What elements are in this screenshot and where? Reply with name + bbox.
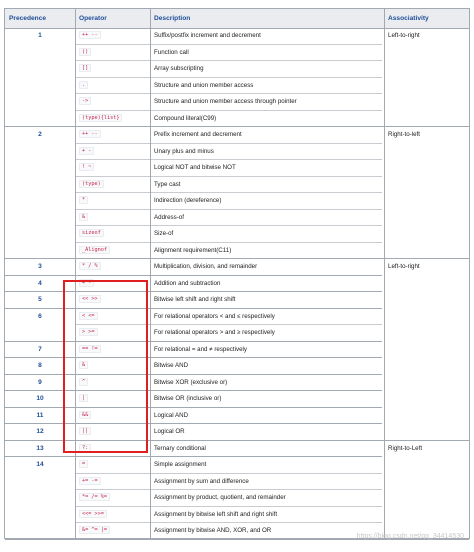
- column-divider: [75, 9, 76, 538]
- column-divider: [150, 9, 151, 538]
- description-cell: Alignment requirement(C11): [154, 246, 232, 254]
- associativity-cell: Left-to-right: [388, 32, 420, 39]
- description-cell: For relational operators > and ≥ respectively: [154, 329, 275, 336]
- description-cell: For relational operators < and ≤ respectively: [154, 312, 275, 320]
- description-cell: Size-of: [154, 230, 174, 237]
- description-cell: Address-of: [154, 213, 184, 221]
- operator-code: + -: [79, 147, 94, 155]
- description-cell: Assignment by product, quotient, and remainder: [154, 494, 286, 501]
- description-cell: Unary plus and minus: [154, 147, 214, 155]
- operator-code: *= /= %=: [79, 493, 110, 501]
- operator-cell: [79, 164, 94, 170]
- column-divider: [384, 9, 385, 538]
- precedence-number: 8: [38, 362, 42, 369]
- operator-cell: [79, 65, 91, 71]
- operator-cell: [79, 49, 91, 55]
- description-cell: Multiplication, division, and remainder: [154, 263, 258, 270]
- description-cell: Simple assignment: [154, 461, 207, 468]
- description-cell: Array subscripting: [154, 65, 204, 72]
- description-cell: Assignment by bitwise left shift and right shift: [154, 510, 278, 518]
- description-cell: Addition and subtraction: [154, 279, 221, 287]
- operator-code: &: [79, 213, 88, 221]
- precedence-number: 3: [38, 263, 42, 270]
- watermark: https://blog.csdn.net/qq_34414530: [356, 533, 464, 540]
- description-cell: Logical AND: [154, 411, 189, 419]
- operator-cell: [79, 494, 110, 500]
- operator-code: []: [79, 64, 91, 72]
- operator-code: &= ^= |=: [79, 526, 110, 534]
- operator-cell: [79, 32, 101, 38]
- precedence-number: 1: [38, 32, 42, 39]
- operator-code: _Alignof: [79, 246, 110, 254]
- operator-cell: [79, 214, 88, 220]
- operator-code: ++ --: [79, 130, 101, 138]
- operator-code: += -=: [79, 477, 101, 485]
- operator-code: > >=: [79, 328, 98, 336]
- operator-code: ++ --: [79, 31, 101, 39]
- operator-code: + -: [79, 279, 94, 287]
- operator-cell: [79, 478, 101, 484]
- operator-code: ! ~: [79, 163, 94, 171]
- operator-code: ^: [79, 378, 88, 386]
- operator-code: (): [79, 48, 91, 56]
- description-cell: Structure and union member access through pointer: [154, 98, 297, 105]
- description-cell: Indirection (dereference): [154, 197, 222, 204]
- description-cell: Ternary conditional: [154, 444, 206, 452]
- description-cell: Bitwise left shift and right shift: [154, 296, 236, 303]
- operator-code: &&: [79, 411, 91, 419]
- highlight-box: [63, 280, 148, 453]
- operator-code: == !=: [79, 345, 101, 353]
- header-associativity[interactable]: Associativity: [388, 15, 429, 22]
- header-operator[interactable]: Operator: [79, 15, 107, 22]
- operator-cell: [79, 230, 104, 236]
- operator-code: ->: [79, 97, 91, 105]
- precedence-number: 12: [36, 428, 44, 435]
- operator-cell: [79, 131, 101, 137]
- precedence-number: 2: [38, 131, 42, 138]
- operator-code: <<= >>=: [79, 510, 107, 518]
- description-cell: Bitwise XOR (exclusive or): [154, 378, 228, 386]
- operator-cell: [79, 82, 88, 88]
- associativity-cell: Right-to-Left: [388, 444, 423, 452]
- operator-code: * / %: [79, 262, 101, 270]
- operator-cell: [79, 461, 88, 467]
- precedence-number: 11: [36, 411, 44, 419]
- header-description[interactable]: Description: [154, 15, 191, 22]
- description-cell: Compound literal(C99): [154, 114, 217, 122]
- operator-code: (type): [79, 180, 104, 188]
- operator-cell: [79, 181, 104, 187]
- operator-code: .: [79, 81, 88, 89]
- description-cell: Prefix increment and decrement: [154, 131, 242, 138]
- operator-cell: [79, 263, 101, 269]
- operator-code: |: [79, 394, 88, 402]
- operator-cell: [79, 98, 91, 104]
- description-cell: Type cast: [154, 180, 181, 188]
- description-cell: Logical OR: [154, 428, 185, 435]
- operator-code: sizeof: [79, 229, 104, 237]
- description-cell: Assignment by sum and difference: [154, 477, 249, 485]
- description-cell: For relational = and ≠ respectively: [154, 345, 247, 353]
- operator-code: =: [79, 460, 88, 468]
- precedence-number: 6: [38, 312, 42, 320]
- description-cell: Function call: [154, 48, 189, 56]
- operator-code: < <=: [79, 312, 98, 320]
- description-cell: Assignment by bitwise AND, XOR, and OR: [154, 527, 272, 534]
- operator-cell: [79, 247, 110, 253]
- operator-code: << >>: [79, 295, 101, 303]
- precedence-number: 5: [38, 296, 42, 303]
- associativity-cell: Right-to-left: [388, 131, 420, 138]
- operator-code: &: [79, 361, 88, 369]
- operator-precedence-table: [4, 8, 470, 539]
- operator-cell: [79, 511, 107, 517]
- description-cell: Structure and union member access: [154, 81, 254, 89]
- operator-code: *: [79, 196, 88, 204]
- operator-code: ||: [79, 427, 91, 435]
- operator-cell: [79, 115, 122, 121]
- precedence-number: 7: [38, 345, 42, 353]
- operator-cell: [79, 148, 94, 154]
- operator-code: (type){list}: [79, 114, 122, 122]
- precedence-number: 10: [36, 395, 44, 402]
- operator-code: ?:: [79, 444, 91, 452]
- precedence-number: 14: [36, 461, 44, 468]
- precedence-number: 4: [38, 279, 42, 287]
- operator-cell: [79, 527, 110, 533]
- operator-cell: [79, 197, 88, 203]
- associativity-cell: Left-to-right: [388, 263, 420, 270]
- description-cell: Suffix/postfix increment and decrement: [154, 32, 261, 39]
- precedence-number: 9: [38, 378, 42, 386]
- header-precedence[interactable]: Precedence: [9, 15, 47, 22]
- description-cell: Bitwise OR (inclusive or): [154, 395, 222, 402]
- precedence-number: 13: [36, 444, 44, 452]
- description-cell: Logical NOT and bitwise NOT: [154, 164, 236, 171]
- description-cell: Bitwise AND: [154, 362, 189, 369]
